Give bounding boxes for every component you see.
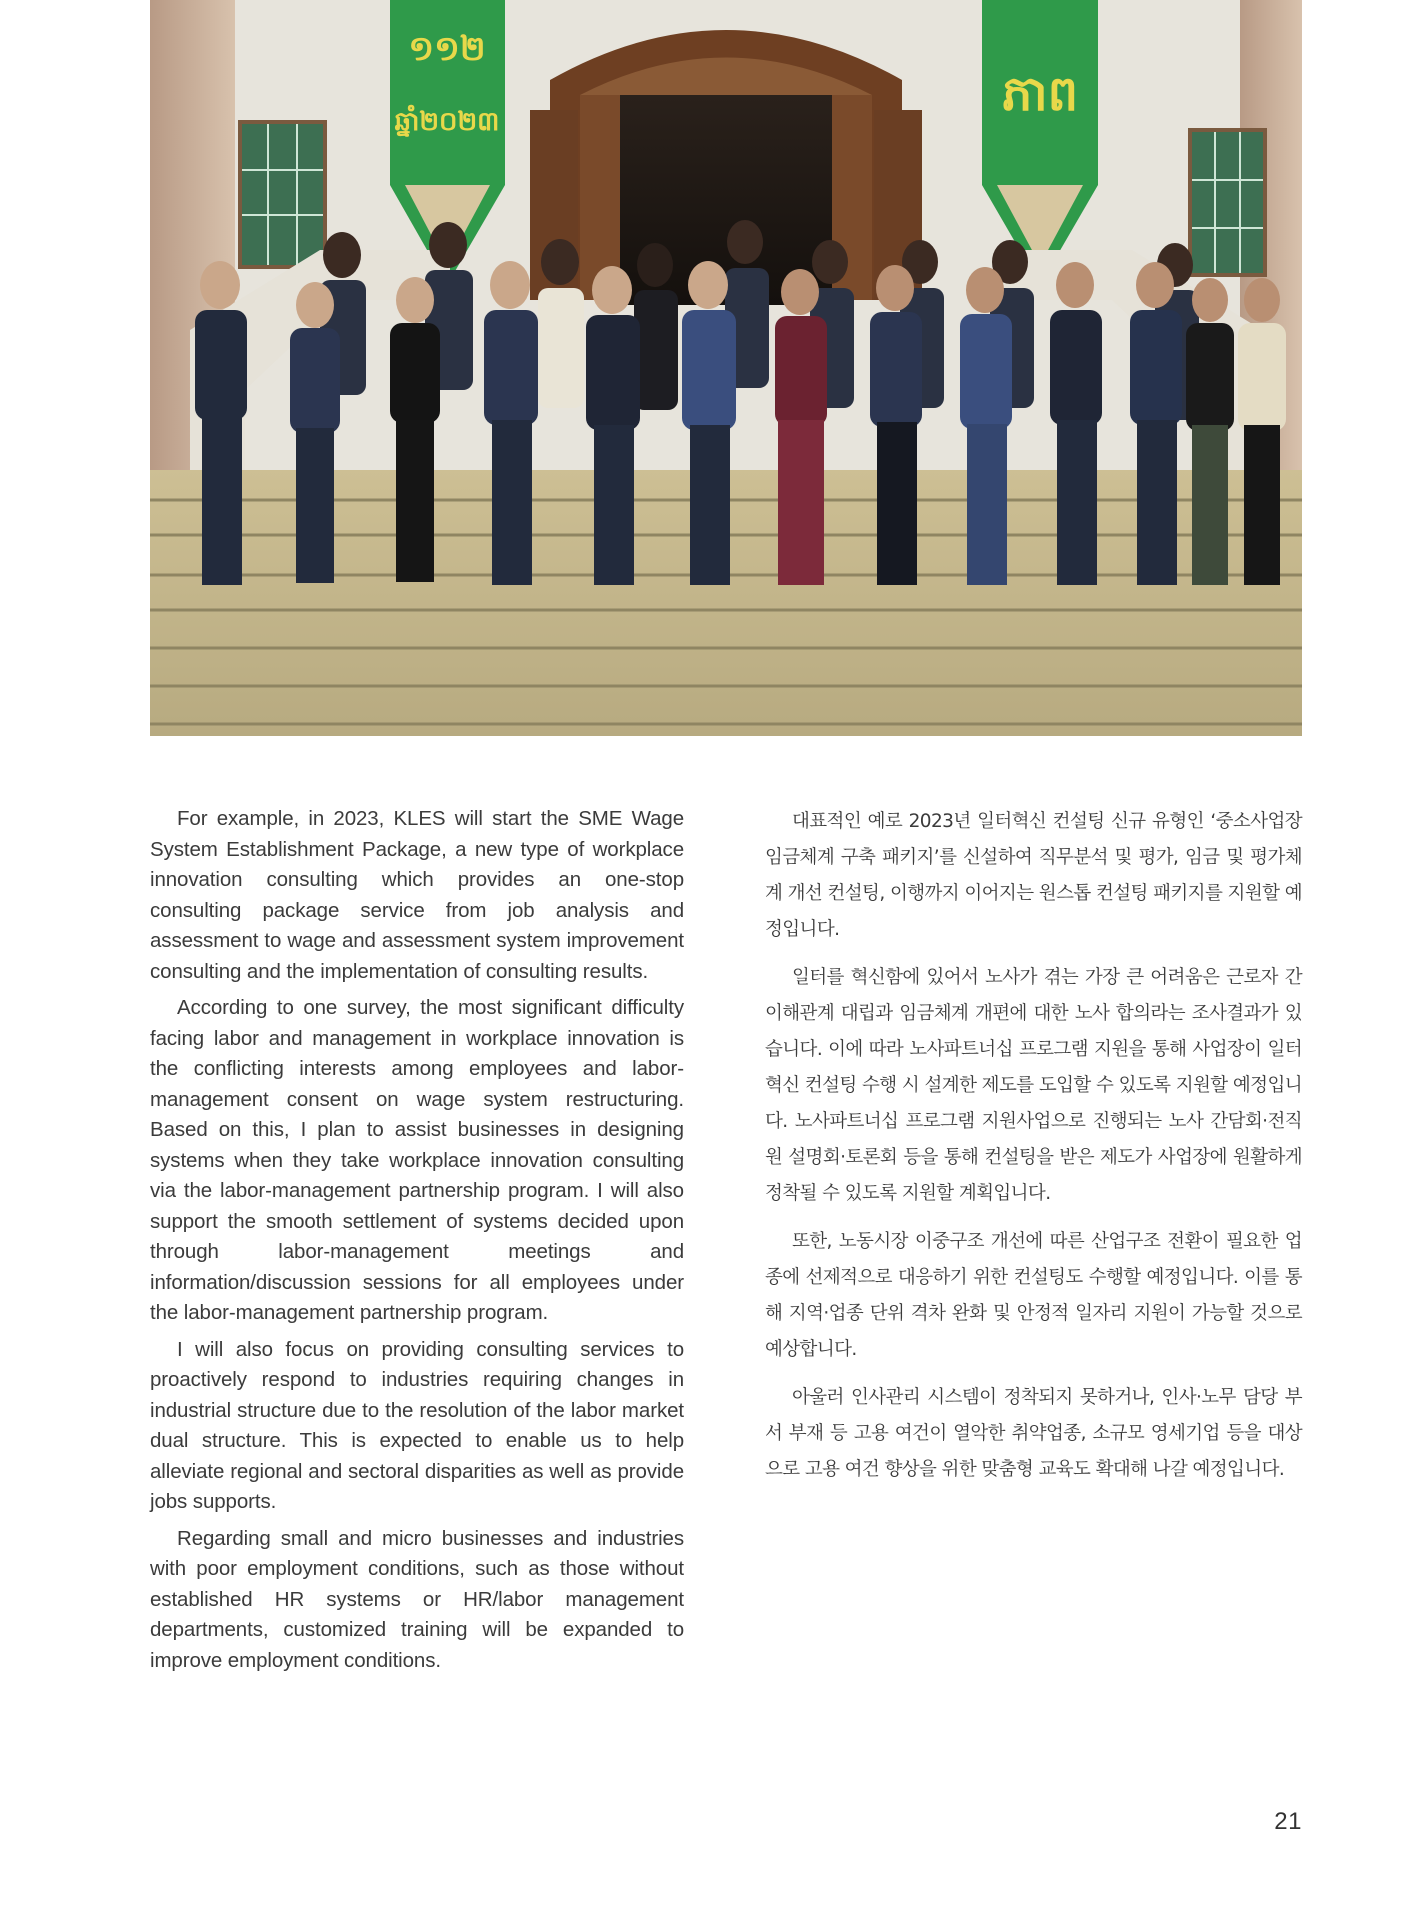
english-paragraph-2: According to one survey, the most significant difficulty facing labor and management in workplace innovation is the conflicting interests among employees and labor-management consent on wage system restructuring. Based on this, I plan to assist businesses in designing systems when they take workplace innovation consulting via the labor-management partnership program. I will also support the smooth settlement of systems decided upon through labor-management meetings and information/discussion sessions for all employees under the labor-management partnership program. — [150, 996, 684, 1324]
english-paragraph-1: For example, in 2023, KLES will start the SME Wage System Establishment Package, a new type of workplace innovation consulting which provides an one-stop consulting package service from job analysis and assessment to wage and assessment system improvement consulting and the implementation of consulting results. — [150, 807, 684, 983]
korean-paragraph-2: 일터를 혁신함에 있어서 노사가 겪는 가장 큰 어려움은 근로자 간 이해관계 대립과 임금체계 개편에 대한 노사 합의라는 조사결과가 있습니다. 이에 따라 노사파트너십 프로그램 지원을 통해 사업장이 일터혁신 컨설팅 수행 시 설계한 제도를 도입할 수 있도록 지원할 예정입니다. 노사파트너십 프로그램 지원사업으로 진행되는 노사 간담회·전직원 설명회·토론회 등을 통해 컨설팅을 받은 제도가 사업장에 원활하게 정착될 수 있도록 지원할 계획입니다. — [765, 967, 1302, 1204]
group-photo-illustration — [150, 0, 1302, 736]
korean-paragraph-4: 아울러 인사관리 시스템이 정착되지 못하거나, 인사·노무 담당 부서 부재 등 고용 여건이 열악한 취약업종, 소규모 영세기업 등을 대상으로 고용 여건 향상을 위한 맞춤형 교육도 확대해 나갈 예정입니다. — [765, 1387, 1302, 1480]
banner-right-text: ភាព — [1001, 66, 1079, 122]
english-paragraph-4: Regarding small and micro businesses and industries with poor employment conditions, such as those without established HR systems or HR/labor management departments, customized training will be expanded to improve employment conditions. — [150, 1526, 684, 1672]
page-number: 21 — [1274, 1808, 1302, 1835]
korean-column — [765, 804, 1302, 1500]
english-paragraph-3: I will also focus on providing consulting services to proactively respond to industries requiring changes in industrial structure due to the resolution of the labor market dual structure. This is expected to enable us to help alleviate regional and sectoral disparities as well as provide jobs supports. — [150, 1337, 684, 1513]
banner-left-line1: ១១២ — [408, 29, 486, 69]
banner-left-line2: ឆ្នាំ២០២៣ — [394, 107, 500, 137]
group-photo — [150, 0, 1302, 736]
english-column — [150, 804, 684, 1682]
korean-paragraph-3: 또한, 노동시장 이중구조 개선에 따른 산업구조 전환이 필요한 업종에 선제적으로 대응하기 위한 컨설팅도 수행할 예정입니다. 이를 통해 지역·업종 단위 격차 완화 및 안정적 일자리 지원이 가능할 것으로 예상합니다. — [765, 1231, 1302, 1360]
korean-paragraph-1: 대표적인 예로 2023년 일터혁신 컨설팅 신규 유형인 ‘중소사업장 임금체계 구축 패키지’를 신설하여 직무분석 및 평가, 임금 및 평가체계 개선 컨설팅, 이행까지 이어지는 원스톱 컨설팅 패키지를 지원할 예정입니다. — [765, 811, 1302, 940]
